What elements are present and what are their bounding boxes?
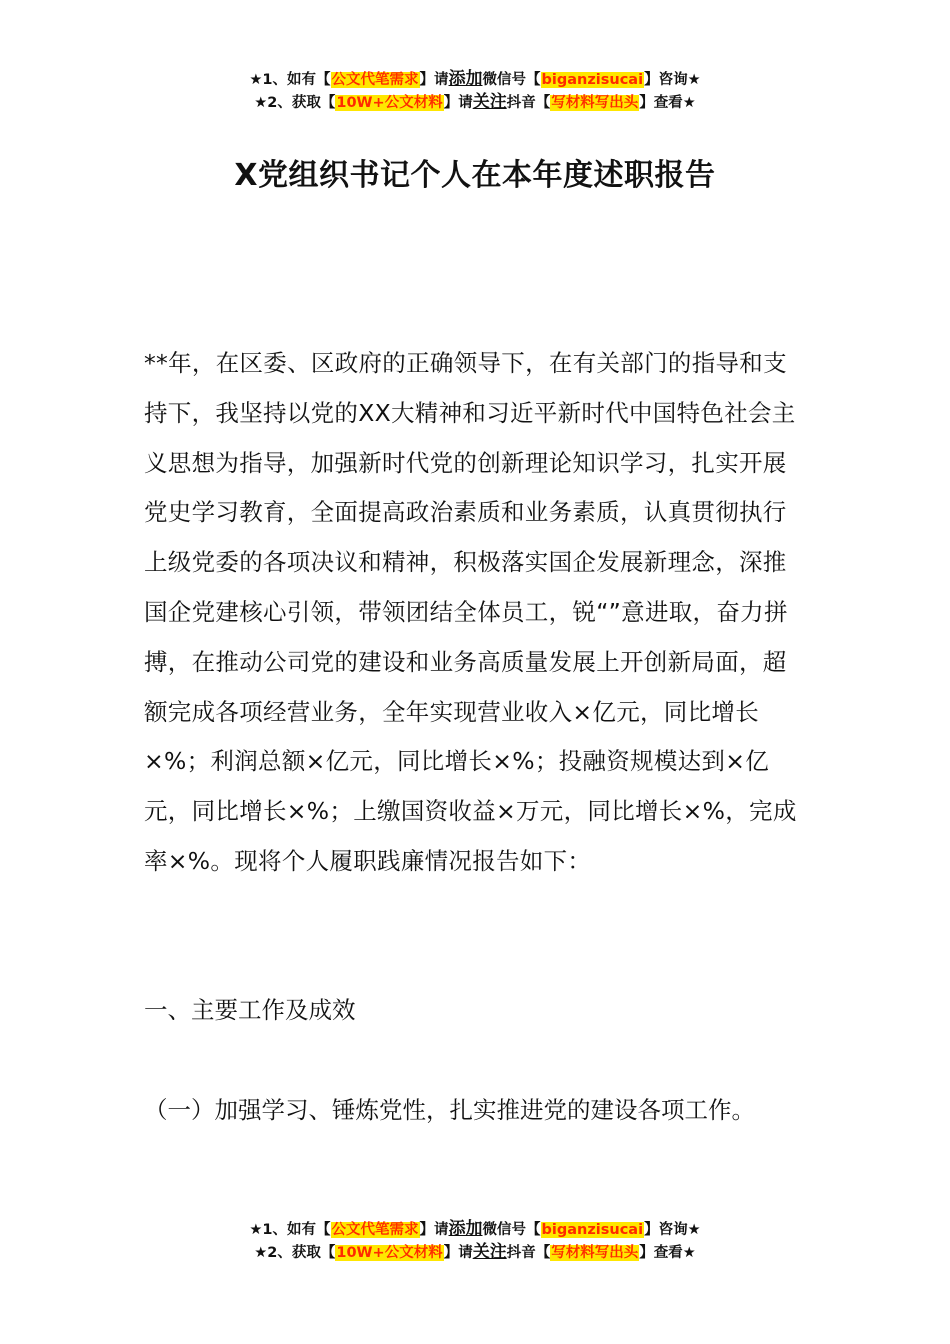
- header-banner: [0, 68, 950, 114]
- banner-text: 微信号【: [482, 1222, 541, 1238]
- banner-highlight-douyin: 写材料写出头: [551, 1245, 639, 1261]
- section-heading: 一、主要工作及成效: [144, 996, 356, 1024]
- banner-text: ★2、获取【: [254, 95, 336, 111]
- banner-text: 】咨询★: [644, 1222, 701, 1238]
- banner-text: 】请: [419, 72, 449, 88]
- banner-text: 】查看★: [639, 1245, 696, 1261]
- banner-line-2: [0, 1241, 950, 1264]
- banner-text: 微信号【: [482, 72, 541, 88]
- banner-highlight: 公文代笔需求: [331, 72, 419, 88]
- banner-text: 】请: [443, 1245, 473, 1261]
- banner-text: 】请: [419, 1222, 449, 1238]
- banner-emphasis: 添加: [448, 1219, 483, 1239]
- banner-text: 】咨询★: [644, 72, 701, 88]
- banner-line-1: [0, 1218, 950, 1241]
- banner-highlight-wechat-id: biganzisucai: [541, 1222, 644, 1238]
- document-title: X党组织书记个人在本年度述职报告: [234, 158, 716, 193]
- body-paragraph: **年，在区委、区政府的正确领导下，在有关部门的指导和支持下，我坚持以党的XX大精神和习近平新时代中国特色社会主义思想为指导，加强新时代党的创新理论知识学习，扎实开展党史学习教育，全面提高政治素质和业务素质，认真贯彻执行上级党委的各项决议和精神，积极落实国企发展新理念，深推国企党建核心引领，带领团结全体员工，锐“”意进取，奋力拼搏，在推动公司党的建设和业务高质量发展上开创新局面，超额完成各项经营业务，全年实现营业收入×亿元，同比增长×%；利润总额×亿元，同比增长×%；投融资规模达到×亿元，同比增长×%；上缴国资收益×万元，同比增长×%，完成率×%。现将个人履职践廉情况报告如下：: [144, 349, 797, 875]
- banner-emphasis: 关注: [472, 92, 507, 112]
- banner-text: 】请: [443, 95, 473, 111]
- banner-text: 抖音【: [506, 1245, 551, 1261]
- banner-emphasis: 关注: [472, 1242, 507, 1262]
- banner-highlight-douyin: 写材料写出头: [551, 95, 639, 111]
- banner-text: 抖音【: [506, 95, 551, 111]
- banner-text: ★2、获取【: [254, 1245, 336, 1261]
- banner-text: ★1、如有【: [249, 72, 331, 88]
- banner-text: 】查看★: [639, 95, 696, 111]
- banner-highlight: 10W+公文材料: [336, 95, 443, 111]
- banner-highlight-wechat-id: biganzisucai: [541, 72, 644, 88]
- banner-highlight: 公文代笔需求: [331, 1222, 419, 1238]
- banner-highlight: 10W+公文材料: [336, 1245, 443, 1261]
- banner-line-1: [0, 68, 950, 91]
- banner-line-2: [0, 91, 950, 114]
- subsection-heading: （一）加强学习、锤炼党性，扎实推进党的建设各项工作。: [144, 1096, 755, 1124]
- banner-text: ★1、如有【: [249, 1222, 331, 1238]
- footer-banner: [0, 1218, 950, 1264]
- banner-emphasis: 添加: [448, 69, 483, 89]
